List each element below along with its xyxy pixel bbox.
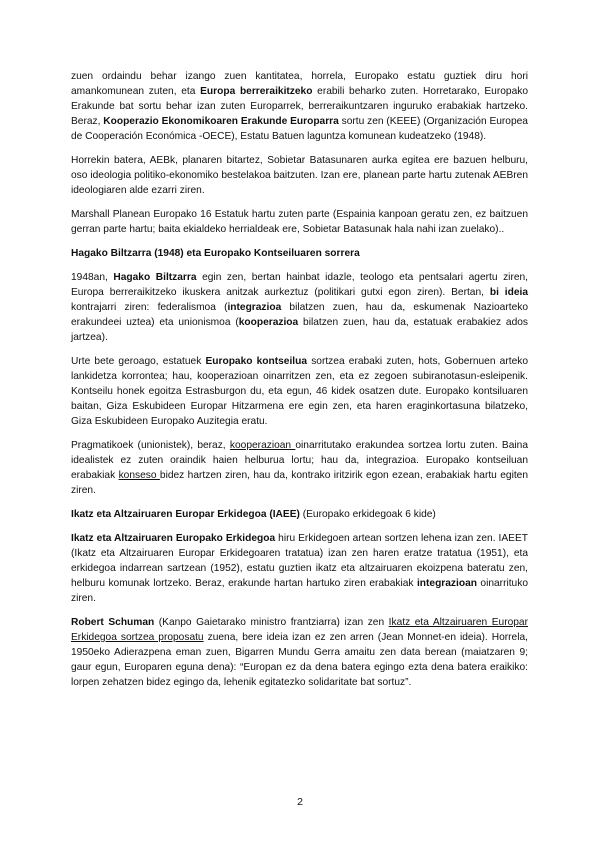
bold-term: Robert Schuman <box>71 617 155 628</box>
paragraph-4: 1948an, Hagako Biltzarra egin zen, bertan hainbat idazle, teologo eta pentsalari agertu ziren, Europa berreraikitzeko ikuskera anitzak aurkeztuz (politikari gutxi egon ziren). Bertan, bi ideia kontrajarri ziren: federalismoa (integrazioa bilatzen zuen, hau da, eskumenak Nazioarteko erakundeei uztea) eta unionismoa (kooperazioa bilatzen zuen, hau da, estatuak erabakiez ados jartzea). <box>71 272 529 343</box>
paragraph-3: Marshall Planean Europako 16 Estatuk hartu zuten parte (Espainia kanpoan geratu zen, ez baitzuen gerran parte hartu; baita ekialdeko herrialdeak ere, Sobietar Batasunak hala nahi izan zuelako).. <box>71 209 528 235</box>
bold-term: integrazioa <box>227 302 282 313</box>
underlined-term: Ikatz eta Altzairuaren Europar Erkidegoa sortzea proposatu <box>71 617 528 643</box>
bold-term: kooperazioa <box>238 317 299 328</box>
bold-term: integrazioan <box>416 578 477 589</box>
paragraph-6: Pragmatikoek (unionistek), beraz, kooperazioan oinarritutako erakundea sortzea lortu zuten. Baina idealistek ez zuten oraindik haien helburua lortu; hau da, integrazioa. Europako kontseiluan erabakiak konseso bidez hartzen ziren, hau da, kontrako iritzirik egon ezean, erabakiak hartu egiten ziren. <box>71 440 528 496</box>
bold-term: Kooperazio Ekonomikoaren Erakunde Europarra <box>103 116 339 127</box>
section-heading-iaee: Ikatz eta Altzairuaren Europar Erkidegoa (IAEE) (Europako erkidegoak 6 kide) <box>71 509 436 520</box>
section-heading-hague: Hagako Biltzarra (1948) eta Europako Kontseiluaren sorrera <box>71 248 360 259</box>
bold-term: Hagako Biltzarra <box>113 272 197 283</box>
document-body <box>71 69 528 690</box>
paragraph-8: Robert Schuman (Kanpo Gaietarako ministro frantziarra) izan zen Ikatz eta Altzairuaren Europar Erkidegoa sortzea proposatu zuena, bere ideia izan ez zen arren (Jean Monnet-en ideia). Horrela, 1950eko Adierazpena eman zuen, Bigarren Mundu Gerra amaitu zen data berean (maiatzaren 9; gaur egun, Europaren eguna dena): “Europan ez da dena batera egingo ezta dena batera eraikiko: lorpen zehatzen bidez egingo da, lehenik egitatezko solidaritate bat sortuz”. <box>71 617 528 688</box>
underlined-term: kooperazioan <box>229 440 296 451</box>
bold-term: Ikatz eta Altzairuaren Europako Erkidegoa <box>71 533 276 544</box>
paragraph-2: Horrekin batera, AEBk, planaren bitartez, Sobietar Batasunaren aurka egitea ere bazuen helburu, oso ideologia politiko-ekonomiko bestelakoa baitzuten. Izan ere, planean parte hartu zutenak AEBren ideologiaren alde ezarri ziren. <box>71 155 528 196</box>
paragraph-7: Ikatz eta Altzairuaren Europako Erkidegoa hiru Erkidegoen artean sortzen lehena izan zen. IAEET (Ikatz eta Altzairuaren Europar Erkidegoaren tratatua) izan zen haren eratze tratatua (1951), eta erkidegoa indarrean sartzean (1952), estatu guztien ikatz eta altzairuaren ekoizpena bateratu zen, helburu komunak lortzeko. Beraz, erakunde hartan hartuko ziren erabakiak integrazioan oinarrituko ziren. <box>71 533 528 604</box>
page-number: 2 <box>297 796 303 808</box>
bold-term: bi ideia <box>489 287 528 298</box>
bold-term: Europako kontseilua <box>205 356 308 367</box>
underlined-term: konseso <box>118 470 160 481</box>
paragraph-1: zuen ordaindu behar izango zuen kantitatea, horrela, Europako estatu guztiek diru hori amankomunean zuten, eta Europa berreraikitzeko erabili beharko zuten. Horretarako, Europako Erakunde bat sortu behar izan zuten Europarrek, berreraikuntzaren inguruko erabakiak hartzeko. Beraz, Kooperazio Ekonomikoaren Erakunde Europarra sortu zen (KEEE) (Organización Europea de Cooperación Económica -OECE), Estatu Batuen laguntza komunean kudeatzeko (1948). <box>71 71 529 142</box>
paragraph-5: Urte bete geroago, estatuek Europako kontseilua sortzea erabaki zuten, hots, Gobernuen arteko lankidetza korrontea; hau, kooperazioan oinarritzen zen, eta ez zegoen subiranotasun-esleipenik. Kontseilu honek egoitza Estrasburgon du, eta egun, 46 kidek osatzen dute. Europako kontsiluaren baitan, Giza Eskubideen Europar Hitzarmena ere egin zen, eta haren eraginkortasuna bilatzeko, Giza Eskubideen Europako Auzitegia eratu. <box>71 356 529 427</box>
bold-term: Europa berreraikitzeko <box>200 86 313 97</box>
